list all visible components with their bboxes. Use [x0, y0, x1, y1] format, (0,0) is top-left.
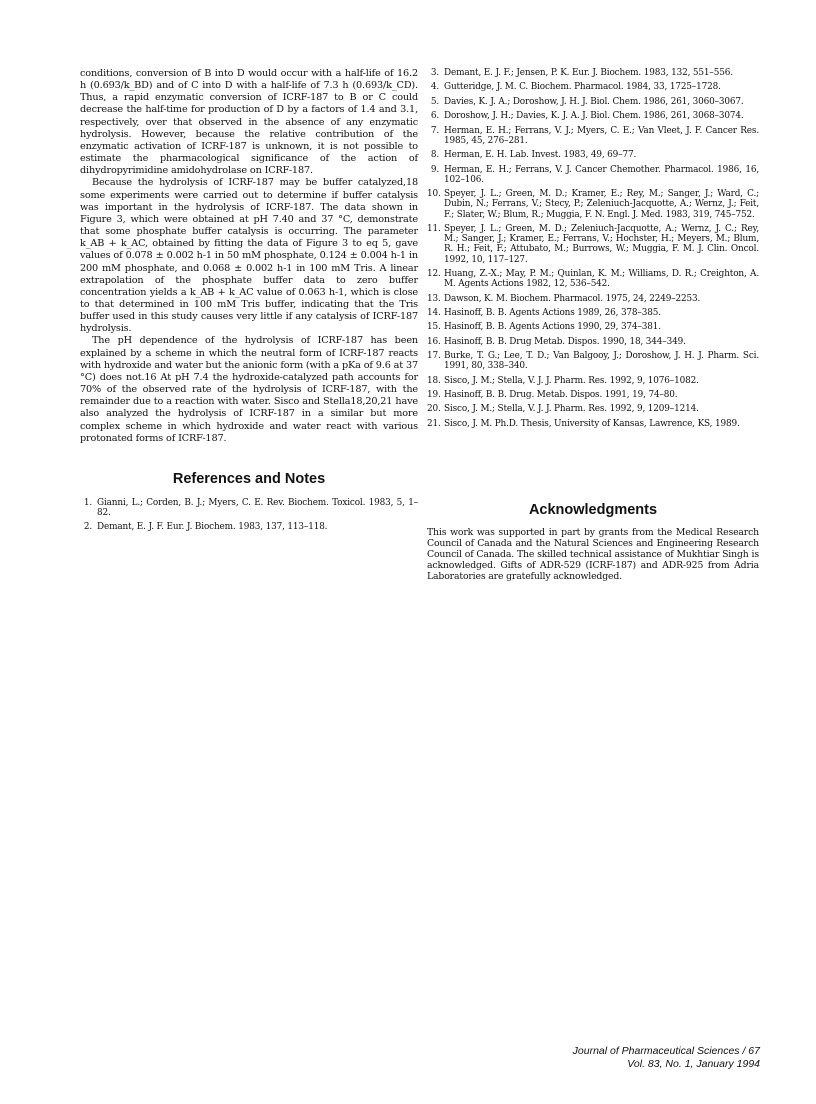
reference-number: 5. — [430, 96, 439, 107]
acknowledgments-heading: Acknowledgments — [528, 502, 658, 519]
reference-item — [427, 269, 759, 289]
footer-journal: Journal of Pharmaceutical Sciences / 67 — [572, 1045, 760, 1057]
reference-number: 16. — [427, 336, 441, 347]
reference-number: 12. — [427, 268, 441, 279]
reference-number: 20. — [427, 404, 441, 415]
body-paragraph-2: Because the hydrolysis of ICRF-187 may be buffer catalyzed,18 some experiments were carried out to determine if buffer catalysis was important in the hydrolysis of ICRF-187. The data shown in Figure 3, which were obtained at pH 7.40 and 37 °C, demonstrate that some phosphate buffer catalysis is occurring. The parameter k_AB + k_AC, obtained by fitting the data of Figure 3 to eq 5, gave values of 0.078 ± 0.002 h-1 in 50 mM phosphate, 0.124 ± 0.004 h-1 in 200 mM phosphate, and 0.068 ± 0.002 h-1 in 100 mM Tris. A linear extrapolation of the phosphate buffer data to zero buffer concentration yields a k_AB + k_AC value of 0.063 h-1, which is close to that determined in 100 mM Tris buffer, indicating that the Tris buffer used in this study causes very little if any catalysis of ICRF-187 hydrolysis. — [80, 177, 418, 335]
reference-text: Speyer, J. L.; Green, M. D.; Zeleniuch-Jacquotte, A.; Wernz, J. C.; Rey, M.; Sanger, J.; Kramer, E.; Ferrans, V.; Hochster, H.; Meyers, M.; Blum, R. H.; Feit, F.; Attubato, M.; Burrows, W.; Muggia, F. M. J. Clin. Oncol. 1992, 10, 117–127. — [444, 223, 759, 265]
reference-number: 2. — [83, 522, 92, 533]
reference-text: Sisco, J. M.; Stella, V. J. J. Pharm. Res. 1992, 9, 1076–1082. — [444, 375, 699, 386]
reference-number: 19. — [427, 390, 441, 401]
reference-item — [427, 68, 759, 78]
reference-text: Hasinoff, B. B. Drug Metab. Dispos. 1990, 18, 344–349. — [444, 336, 686, 347]
reference-text: Hasinoff, B. B. Agents Actions 1990, 29, 374–381. — [444, 322, 661, 333]
reference-text: Sisco, J. M. Ph.D. Thesis, University of Kansas, Lawrence, KS, 1989. — [444, 418, 740, 429]
page-footer — [560, 1045, 760, 1071]
reference-text: Burke, T. G.; Lee, T. D.; Van Balgooy, J.; Doroshow, J. H. J. Pharm. Sci. 1991, 80, 338–340. — [444, 351, 759, 372]
body-paragraph-3: The pH dependence of the hydrolysis of ICRF-187 has been explained by a scheme in which the neutral form of ICRF-187 reacts with hydroxide and water but the anionic form (with a pKa of 9.6 at 37 °C) does not.16 At pH 7.4 the hydroxide-catalyzed path accounts for 70% of the observed rate of the hydrolysis of ICRF-187, with the remainder due to a reaction with water. Sisco and Stella18,20,21 have also analyzed the hydrolysis of ICRF-187 in a similar but more complex scheme in which hydroxide and water react with various protonated forms of ICRF-187. — [80, 335, 418, 444]
references-list-left — [80, 498, 418, 533]
reference-number: 8. — [430, 150, 439, 161]
reference-item — [80, 498, 418, 518]
reference-number: 15. — [427, 322, 441, 333]
reference-item — [427, 351, 759, 371]
reference-text: Herman, E. H.; Ferrans, V. J.; Myers, C. E.; Van Vleet, J. F. Cancer Res. 1985, 45, 276–281. — [444, 125, 759, 146]
right-column — [427, 68, 759, 582]
reference-text: Hasinoff, B. B. Agents Actions 1989, 26, 378–385. — [444, 307, 661, 318]
reference-item — [427, 404, 759, 414]
reference-number: 21. — [427, 418, 441, 429]
reference-item — [427, 419, 759, 429]
reference-text: Speyer, J. L.; Green, M. D.; Kramer, E.; Rey, M.; Sanger, J.; Ward, C.; Dubin, N.; Ferrans, V.; Stecy, P.; Zeleniuch-Jacquotte, A.; Wernz, J.; Feit, F.; Slater, W.; Blum, R.; Muggia, F. N. Engl. J. Med. 1983, 319, 745–752. — [444, 189, 759, 220]
reference-number: 18. — [427, 375, 441, 386]
reference-item — [427, 322, 759, 332]
reference-item — [427, 224, 759, 265]
reference-item — [427, 126, 759, 146]
reference-text: Sisco, J. M.; Stella, V. J. J. Pharm. Res. 1992, 9, 1209–1214. — [444, 404, 699, 415]
references-heading: References and Notes — [172, 470, 326, 487]
reference-number: 1. — [83, 497, 92, 508]
reference-text: Herman, E. H. Lab. Invest. 1983, 49, 69–77. — [444, 150, 637, 161]
reference-item — [427, 294, 759, 304]
reference-text: Dawson, K. M. Biochem. Pharmacol. 1975, 24, 2249–2253. — [444, 293, 701, 304]
reference-item — [427, 189, 759, 220]
reference-number: 13. — [427, 293, 441, 304]
reference-number: 10. — [427, 189, 441, 200]
left-column — [80, 68, 418, 537]
reference-number: 7. — [430, 125, 439, 136]
reference-text: Davies, K. J. A.; Doroshow, J. H. J. Biol. Chem. 1986, 261, 3060–3067. — [444, 96, 744, 107]
reference-number: 4. — [430, 82, 439, 93]
reference-number: 6. — [430, 111, 439, 122]
reference-text: Gianni, L.; Corden, B. J.; Myers, C. E. Rev. Biochem. Toxicol. 1983, 5, 1–82. — [97, 497, 418, 519]
body-paragraph-1: conditions, conversion of B into D would occur with a half-life of 16.2 h (0.693/k_BD) and of C into D with a half-life of 7.3 h (0.693/k_CD). Thus, a rapid enzymatic conversion of ICRF-187 to B or C could decrease the half-time for production of D by a factors of 1.4 and 3.1, respectively, over that observed in the absence of any enzymatic hydrolysis. However, because the relative contribution of the enzymatic activation of ICRF-187 is unknown, it is not possible to estimate the pharmacological significance of the action of dihydropyrimidine amidohydrolase on ICRF-187. — [80, 68, 418, 177]
reference-item — [80, 522, 418, 532]
reference-text: Demant, E. J. F. Eur. J. Biochem. 1983, 137, 113–118. — [97, 522, 328, 533]
reference-number: 9. — [430, 164, 439, 175]
reference-text: Gutteridge, J. M. C. Biochem. Pharmacol. 1984, 33, 1725–1728. — [444, 82, 721, 93]
reference-text: Doroshow, J. H.; Davies, K. J. A. J. Biol. Chem. 1986, 261, 3068–3074. — [444, 111, 744, 122]
reference-number: 14. — [427, 307, 441, 318]
reference-item — [427, 82, 759, 92]
acknowledgments-text: This work was supported in part by grants from the Medical Research Council of Canada and the Natural Sciences and Engineering Research Council of Canada. The skilled technical assistance of Mukhtiar Singh is acknowledged. Gifts of ADR-529 (ICRF-187) and ADR-925 from Adria Laboratories are gratefully acknowledged. — [427, 527, 759, 583]
reference-text: Demant, E. J. F.; Jensen, P. K. Eur. J. Biochem. 1983, 132, 551–556. — [444, 68, 733, 78]
reference-item — [427, 111, 759, 121]
reference-text: Huang, Z.-X.; May, P. M.; Quinlan, K. M.; Williams, D. R.; Creighton, A. M. Agents Actions 1982, 12, 536–542. — [444, 268, 759, 290]
reference-text: Herman, E. H.; Ferrans, V. J. Cancer Chemother. Pharmacol. 1986, 16, 102–106. — [444, 164, 759, 185]
footer-issue: Vol. 83, No. 1, January 1994 — [627, 1058, 760, 1070]
reference-item — [427, 97, 759, 107]
references-list-right — [427, 68, 759, 429]
reference-item — [427, 337, 759, 347]
reference-item — [427, 308, 759, 318]
reference-item — [427, 165, 759, 185]
reference-number: 3. — [430, 68, 439, 78]
reference-number: 11. — [427, 223, 441, 234]
reference-item — [427, 390, 759, 400]
reference-text: Hasinoff, B. B. Drug. Metab. Dispos. 1991, 19, 74–80. — [444, 390, 678, 401]
reference-item — [427, 376, 759, 386]
reference-number: 17. — [427, 351, 441, 362]
reference-item — [427, 150, 759, 160]
